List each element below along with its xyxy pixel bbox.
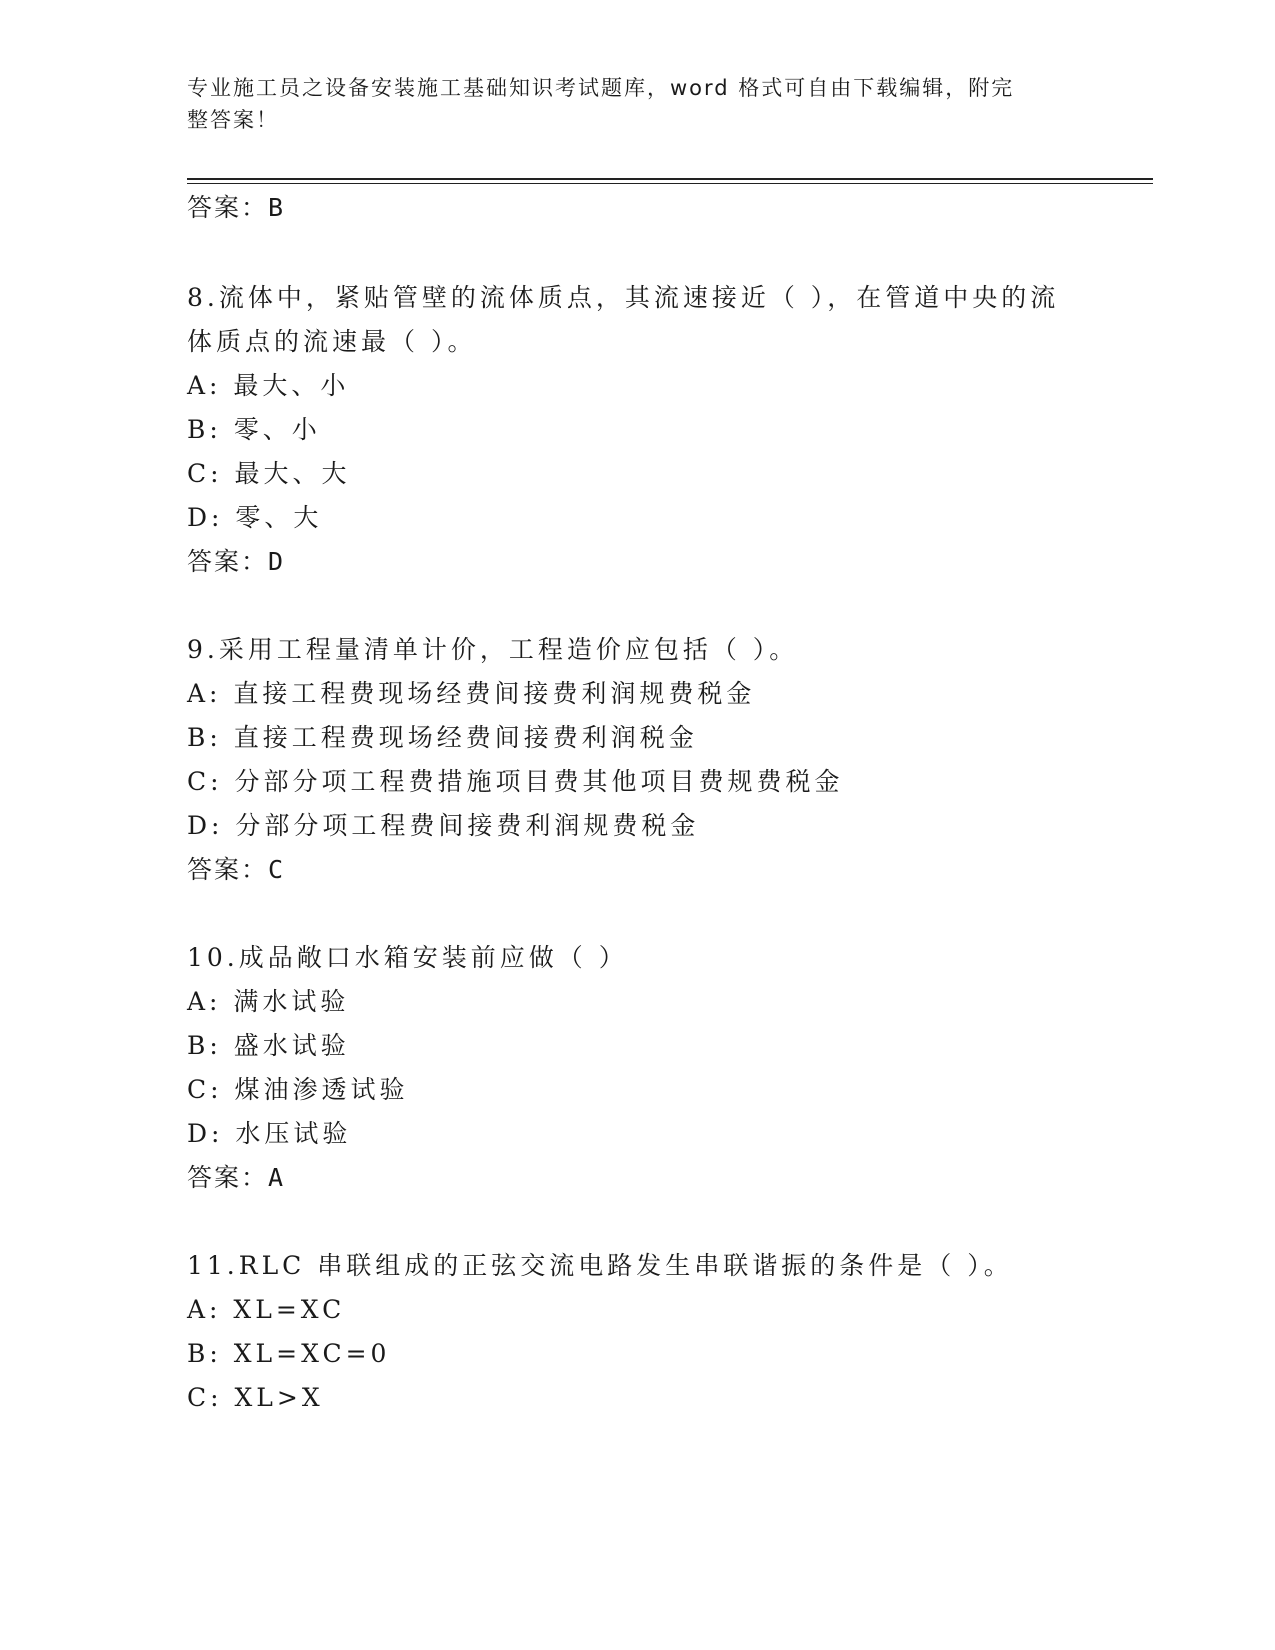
answer-label: 答案： [187, 855, 269, 884]
document-header [187, 72, 1067, 136]
question-stem: 11.RLC 串联组成的正弦交流电路发生串联谐振的条件是（ ）。 [187, 1251, 1013, 1280]
option-d: D: 零、大 [187, 503, 323, 532]
answer-value: B [268, 193, 286, 222]
option-b: B: 零、小 [187, 415, 321, 444]
answer-line [187, 544, 285, 580]
answer-value: C [268, 855, 286, 884]
question-stem: 9.采用工程量清单计价，工程造价应包括（ ）。 [187, 635, 799, 664]
option-a: A: 直接工程费现场经费间接费利润规费税金 [187, 679, 756, 708]
header-divider-thin [187, 183, 1153, 184]
option-c: C: 最大、大 [187, 459, 351, 488]
option-c: C: 分部分项工程费措施项目费其他项目费规费税金 [187, 767, 844, 796]
question-stem: 体质点的流速最（ ）。 [187, 327, 477, 356]
option-a: A: 满水试验 [187, 987, 350, 1016]
option-b: B: 盛水试验 [187, 1031, 350, 1060]
option-c: C: 煤油渗透试验 [187, 1075, 409, 1104]
answer-line [187, 852, 285, 888]
answer-label: 答案： [187, 193, 269, 222]
option-a: A: XL=XC [187, 1295, 346, 1324]
option-a: A: 最大、小 [187, 371, 350, 400]
answer-value: A [268, 1163, 286, 1192]
answer-line [187, 190, 285, 226]
option-c: C: XL>X [187, 1383, 324, 1412]
header-line-1: 专业施工员之设备安装施工基础知识考试题库，word 格式可自由下载编辑，附完 [187, 76, 1015, 100]
question-stem: 8.流体中，紧贴管壁的流体质点，其流速接近（ ），在管道中央的流 [187, 283, 1060, 312]
header-line-2: 整答案！ [187, 108, 279, 132]
option-d: D: 水压试验 [187, 1119, 352, 1148]
header-divider [187, 178, 1153, 180]
answer-label: 答案： [187, 547, 269, 576]
answer-line [187, 1160, 285, 1196]
answer-value: D [268, 547, 286, 576]
option-d: D: 分部分项工程费间接费利润规费税金 [187, 811, 700, 840]
option-b: B: 直接工程费现场经费间接费利润税金 [187, 723, 698, 752]
answer-label: 答案： [187, 1163, 269, 1192]
question-stem: 10.成品敞口水箱安装前应做（ ） [187, 943, 628, 972]
option-b: B: XL=XC=0 [187, 1339, 391, 1368]
